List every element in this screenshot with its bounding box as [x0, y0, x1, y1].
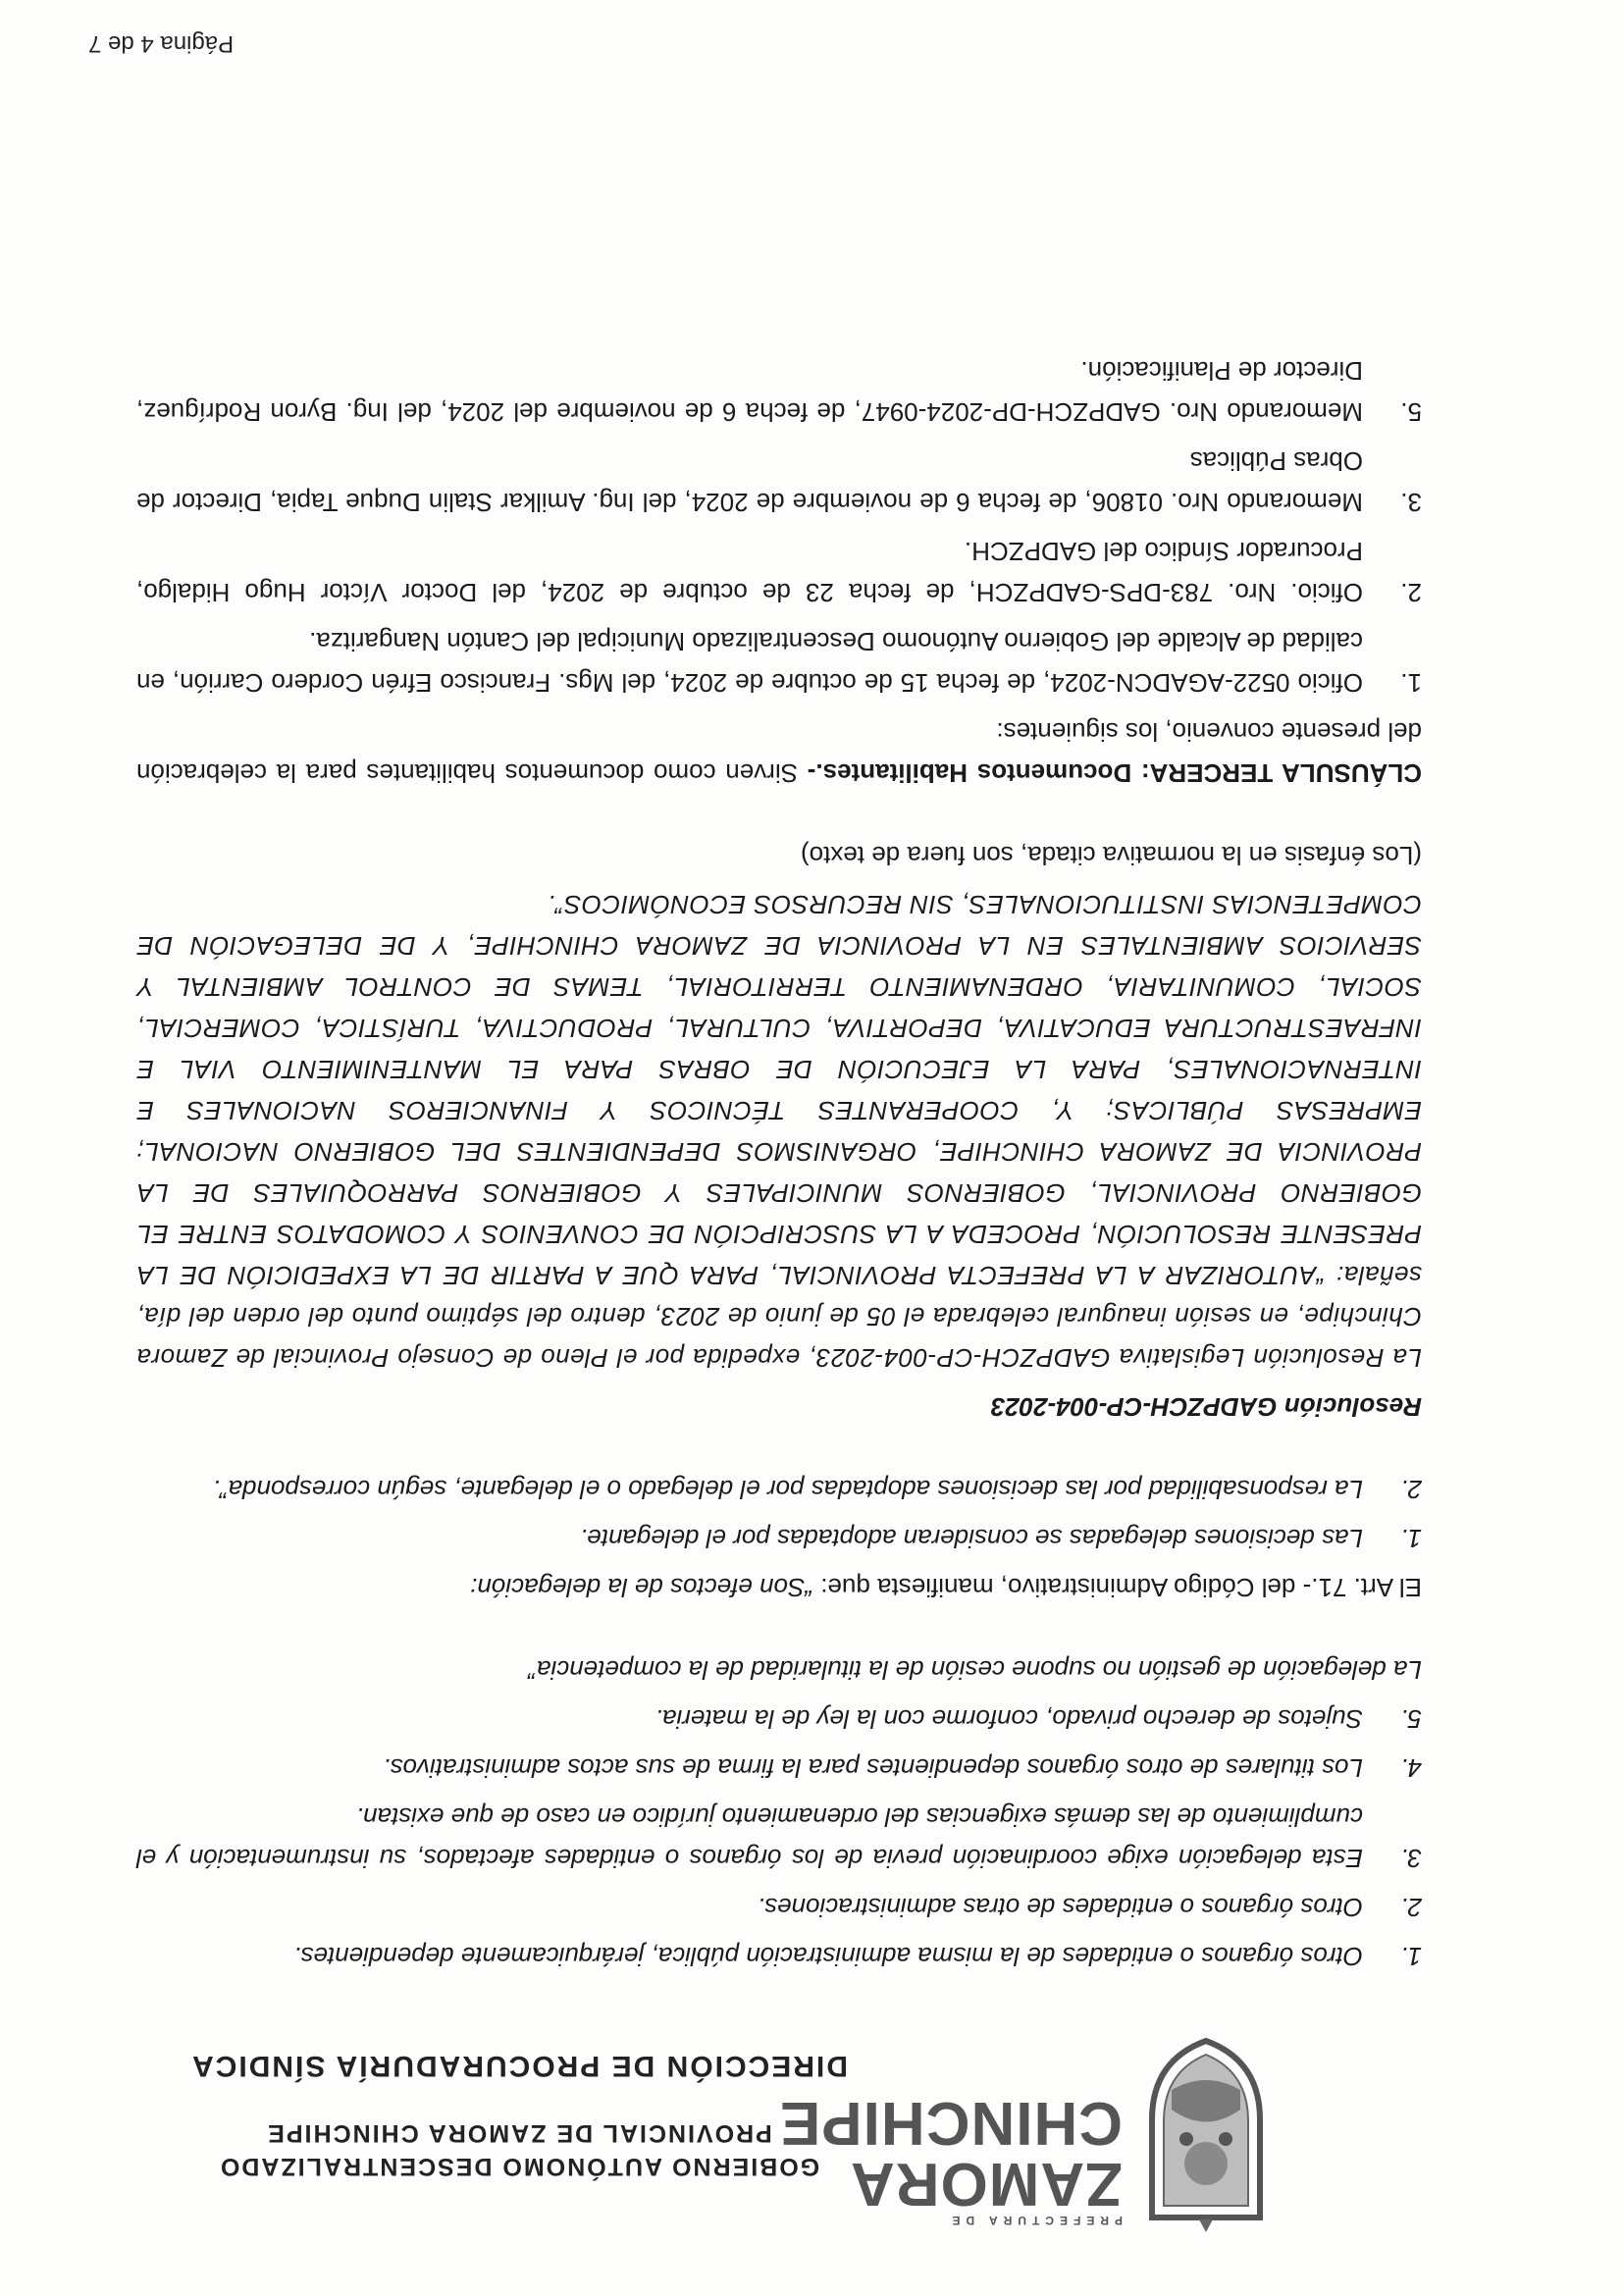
list-number: 1. [1400, 1942, 1422, 1971]
logo-line-1: ZAMORA [849, 2150, 1123, 2218]
document-body [136, 350, 1422, 1977]
list-item [136, 1887, 1422, 1928]
list-text: Otros órganos o entidades de la misma administración pública, jerárquicamente dependientes. [293, 1942, 1363, 1971]
clause-heading: CLÁUSULA TERCERA: Documentos Habilitantes.- [807, 758, 1422, 788]
art71-intro-quote: “Son efectos de la delegación: [470, 1573, 814, 1602]
list-number: 1. [1400, 1524, 1422, 1553]
delegation-list [136, 1698, 1422, 1977]
emphasis-note: (Los énfasis en la normativa citada, son fuera de texto) [800, 841, 1422, 870]
logo-line-2: CHINCHIPE [778, 2089, 1123, 2157]
list-item [136, 441, 1422, 523]
list-item [136, 1936, 1422, 1977]
list-item [136, 1518, 1422, 1559]
list-text: Sujetos de derecho privado, conforme con la ley de la materia. [654, 1704, 1363, 1734]
clause-text: Sirven como documentos habilitantes para la celebración del presente convenio, los siguientes: [136, 717, 1422, 788]
logo-wordmark [778, 2089, 1123, 2227]
list-item [136, 1797, 1422, 1879]
list-item [136, 1698, 1422, 1740]
org-title-line-1: GOBIERNO AUTÓNOMO DESCENTRALIZADO [218, 2153, 820, 2180]
documents-list [136, 350, 1422, 704]
list-text: Otros órganos o entidades de otras administraciones. [757, 1893, 1363, 1922]
department-title: DIRECCIÓN DE PROCURADURÍA SÍNDICA [190, 2050, 848, 2082]
org-title-line-2: PROVINCIAL DE ZAMORA CHINCHIPE [266, 2119, 772, 2147]
logo-small-text: PREFECTURA DE [946, 2214, 1123, 2227]
resolution-paragraph: La Resolución Legislativa GADPZCH-CP-004-2023, expedida por el Pleno de Consejo Provincial de Zamora Chinchipe, en sesión inaugural celebrada el 05 de junio de 2023, dentro del séptimo punto del orden del día, señala: “AUTORIZAR A LA PREFECTA PROVINCIAL, PARA QUE A PARTIR DE LA EXPEDICIÓN DE LA PRESENTE RESOLUCIÓN, PROCEDA A LA SUSCRIPCIÓN DE CONVENIOS Y COMODATOS ENTRE EL GOBIERNO PROVINCIAL, GOBIERNOS MUNICIPALES Y GOBIERNOS PARROQUIALES DE LA PROVINCIA DE ZAMORA CHINCHIPE, ORGANISMOS DEPENDIENTES DEL GOBIERNO NACIONAL; EMPRESAS PÚBLICAS; Y, COOPERANTES TÉCNICOS Y FINANCIEROS NACIONALES E INTERNACIONALES, PARA LA EJECUCIÓN DE OBRAS PARA EL MANTENIMIENTO VIAL E INFRAESTRUCTURA EDUCATIVA, DEPORTIVA, CULTURAL, PRODUCTIVA, TURÍSTICA, COMERCIAL, SOCIAL, COMUNITARIA, ORDENAMIENTO TERRITORIAL, TEMAS DE CONTROL AMBIENTAL Y SERVICIOS AMBIENTALES EN LA PROVINCIA DE ZAMORA CHINCHIPE, Y DE DELEGACIÓN DE COMPETENCIAS INSTITUCIONALES, SIN RECURSOS ECONÓMICOS”. [136, 890, 1422, 1373]
clause-paragraph [136, 711, 1422, 794]
list-number: 5. [1400, 397, 1422, 427]
list-item [136, 1748, 1422, 1789]
list-item [136, 350, 1422, 433]
list-number: 3. [1400, 488, 1422, 517]
list-text: Esta delegación exige coordinación previa de los órganos o entidades afectados, su instrumentación y el cumplimiento de las demás exigencias del ordenamiento jurídico en caso de que existan. [136, 1802, 1363, 1873]
list-text: Las decisiones delegadas se consideran adoptadas por el delegante. [580, 1524, 1363, 1553]
list-number: 4. [1400, 1753, 1422, 1783]
organization-block [166, 2049, 872, 2183]
delegation-closing: La delegación de gestión no supone cesión de la titularidad de la competencia” [528, 1655, 1422, 1685]
art71-intro [136, 1567, 1422, 1608]
prefecture-logo [778, 2031, 1280, 2237]
letterhead [0, 2002, 1623, 2296]
list-text: Oficio. Nro. 783-DPS-GADPZCH, de fecha 23 de octubre de 2024, del Doctor Víctor Hugo Hidalgo, Procurador Síndico del GADPZCH. [136, 537, 1363, 607]
list-text: Los titulares de otros órganos dependientes para la firma de sus actos administrativos. [383, 1753, 1363, 1783]
list-text: Memorando Nro. GADPZCH-DP-2024-0947, de fecha 6 de noviembre del 2024, del Ing. Byron Rodríguez, Director de Planificación. [136, 356, 1363, 427]
list-number: 3. [1400, 1844, 1422, 1873]
list-number: 2. [1400, 1893, 1422, 1922]
list-number: 1. [1400, 668, 1422, 698]
list-number: 2. [1400, 578, 1422, 607]
list-number: 5. [1400, 1704, 1422, 1734]
list-number: 2. [1400, 1475, 1422, 1504]
coat-of-arms-icon [1132, 2036, 1280, 2237]
art71-intro-text: El Art. 71.- del Código Administrativo, manifiesta que: [813, 1573, 1422, 1602]
resolution-heading: Resolución GADPZCH-CP-004-2023 [990, 1392, 1422, 1422]
effects-list [136, 1469, 1422, 1559]
page-number: Página 4 de 7 [88, 30, 235, 57]
list-text: Memorando Nro. 01806, de fecha 6 de noviembre de 2024, del Ing. Amilkar Stalin Duque Tapia, Director de Obras Públicas [136, 446, 1363, 517]
list-text: Oficio 0522-AGADCN-2024, de fecha 15 de octubre de 2024, del Mgs. Francisco Efrén Cordero Carrión, en calidad de Alcalde del Gobierno Autónomo Descentralizado Municipal del Cantón Nangaritza. [136, 627, 1363, 698]
list-text: La responsabilidad por las decisiones adoptadas por el delegado o el delegante, según corresponda”. [212, 1475, 1363, 1504]
list-item [136, 621, 1422, 704]
list-item [136, 531, 1422, 613]
list-item [136, 1469, 1422, 1510]
